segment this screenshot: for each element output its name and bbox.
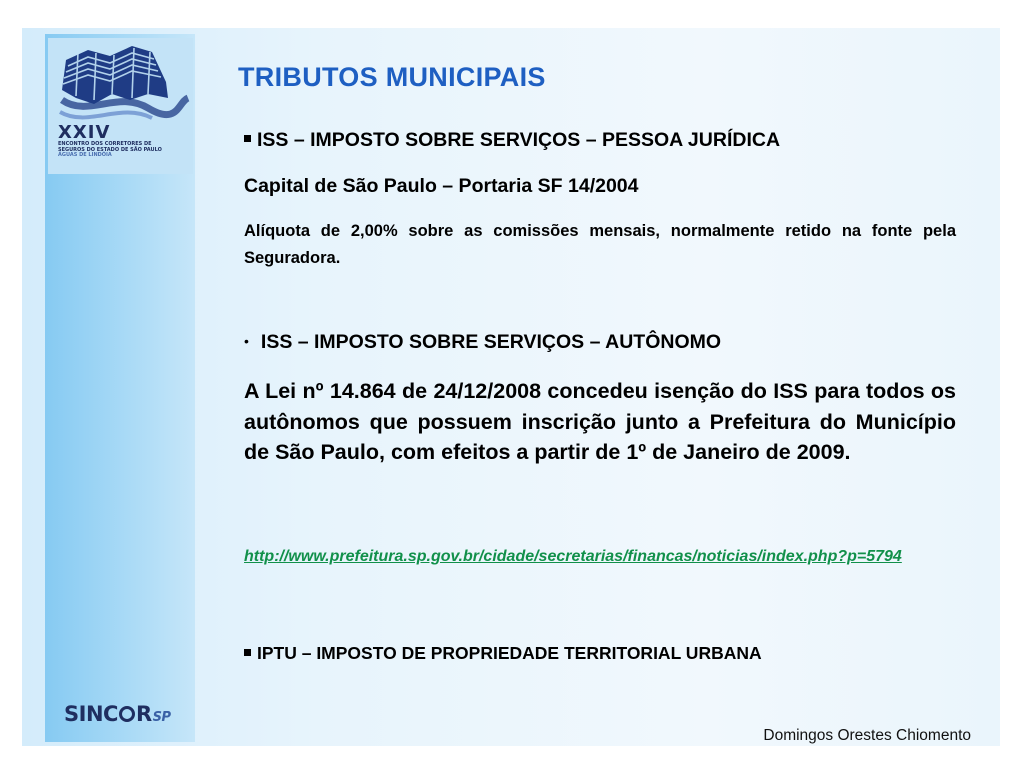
section-iss-pj-subheading: Capital de São Paulo – Portaria SF 14/2004 <box>244 175 639 197</box>
sincor-logo-text-a: SINC <box>64 702 118 726</box>
author-footer: Domingos Orestes Chiomento <box>763 727 971 744</box>
prefeitura-link[interactable]: http://www.prefeitura.sp.gov.br/cidade/secretarias/financas/noticias/index.php?p=5794 <box>244 548 902 565</box>
section-iss-autonomo-body: A Lei nº 14.864 de 24/12/2008 concedeu isenção do ISS para todos os autônomos que possuem inscrição junto a Prefeitura do Município de São Paulo, com efeitos a partir de 1º de Janeiro de 2009. <box>244 379 956 464</box>
logo-subtitle-line: ENCONTRO DOS CORRETORES DE <box>58 141 152 147</box>
logo-subtitle <box>58 142 186 159</box>
slide-title: TRIBUTOS MUNICIPAIS <box>238 62 546 92</box>
sincor-o-mark <box>119 706 135 722</box>
round-bullet-icon: • <box>244 333 249 349</box>
logo-edition: XXIV <box>58 122 111 143</box>
square-bullet-icon <box>244 135 251 142</box>
section-iss-pj-heading <box>244 129 956 152</box>
sincor-logo-text-b: R <box>135 702 152 726</box>
section-heading-text: IPTU – IMPOSTO DE PROPRIEDADE TERRITORIAL URBANA <box>257 643 762 663</box>
sincor-logo-suffix: SP <box>152 710 171 725</box>
section-iptu-heading <box>244 643 956 664</box>
section-iss-pj-body: Alíquota de 2,00% sobre as comissões mensais, normalmente retido na fonte pela Seguradora. <box>244 222 956 267</box>
logo-subtitle-line: ÁGUAS DE LINDÓIA <box>58 152 112 158</box>
logo-subtitle-line: SEGUROS DO ESTADO DE SÃO PAULO <box>58 146 162 153</box>
section-heading-text: ISS – IMPOSTO SOBRE SERVIÇOS – AUTÔNOMO <box>260 331 722 353</box>
section-heading-text: ISS – IMPOSTO SOBRE SERVIÇOS – PESSOA JURÍDICA <box>257 129 781 151</box>
square-bullet-icon <box>244 649 251 656</box>
sincor-logo <box>64 702 171 726</box>
section-iss-autonomo-heading <box>244 331 956 354</box>
